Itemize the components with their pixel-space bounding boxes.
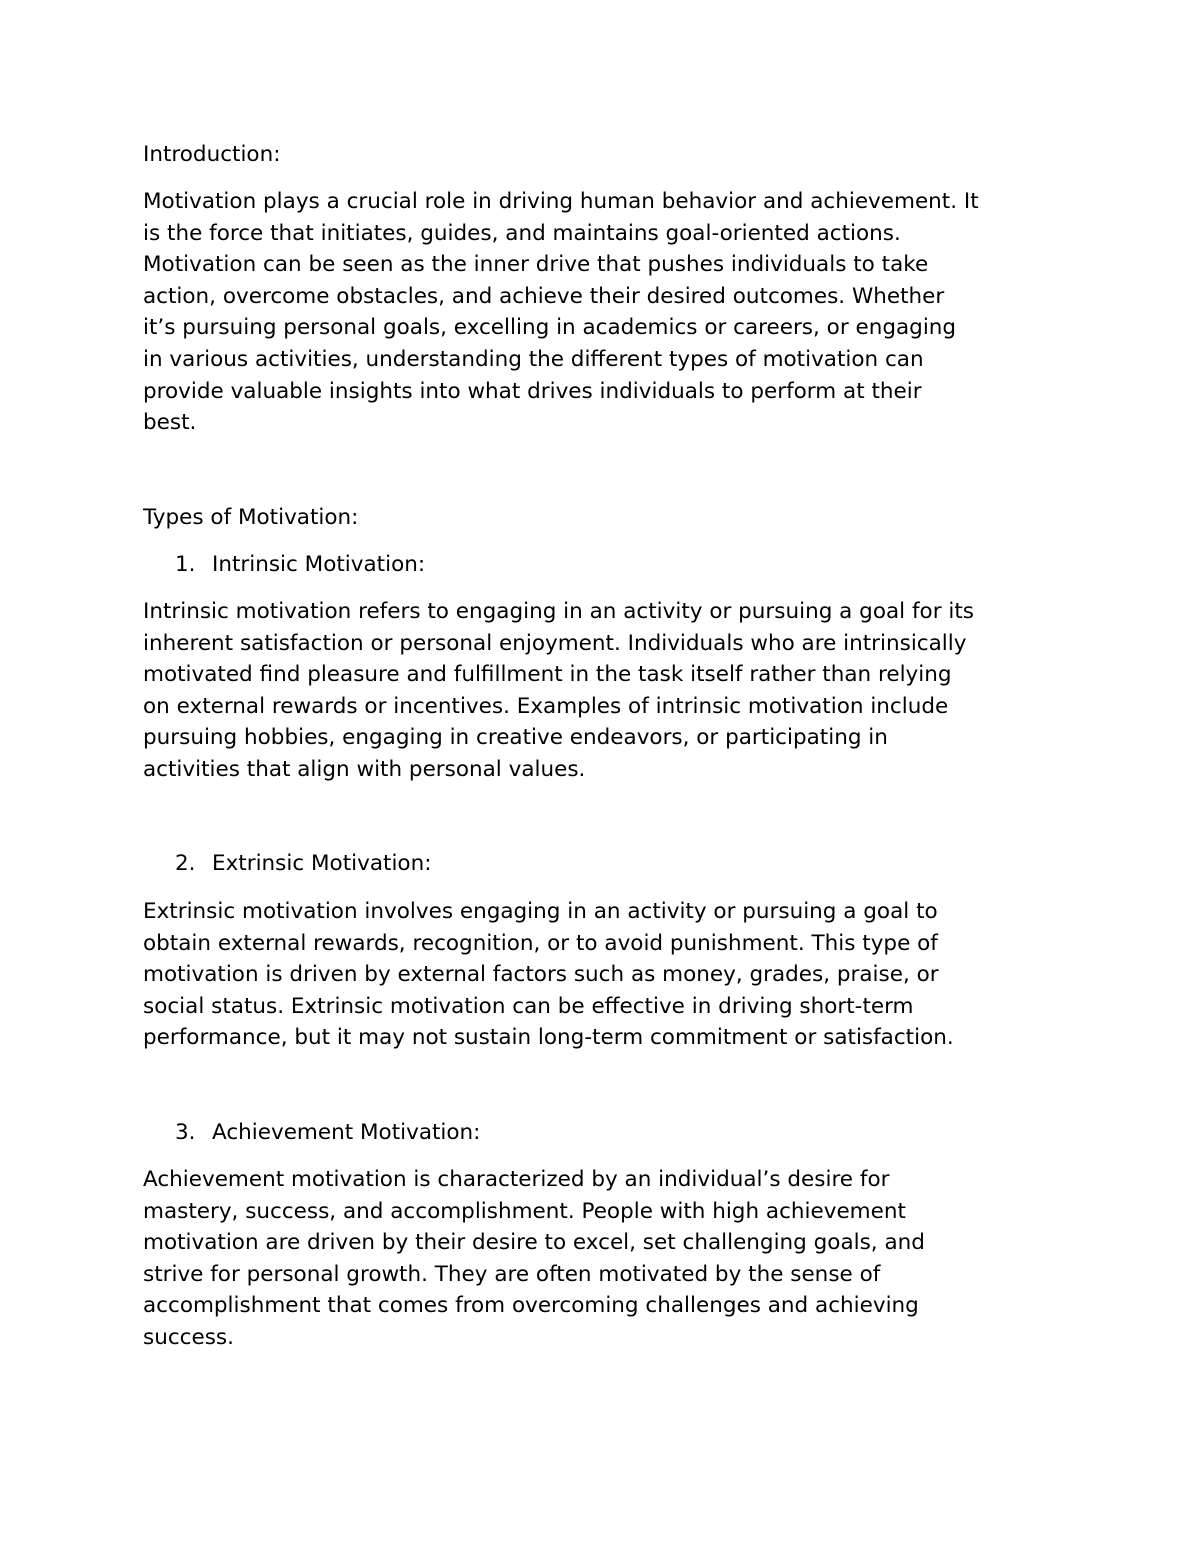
extrinsic-paragraph bbox=[143, 896, 1083, 1054]
section-title: Achievement Motivation: bbox=[212, 1120, 481, 1145]
paragraph-line: activities that align with personal values. bbox=[143, 756, 586, 782]
paragraph-line: social status. Extrinsic motivation can be effective in driving short-term bbox=[143, 993, 914, 1019]
paragraph-line: pursuing hobbies, engaging in creative endeavors, or participating in bbox=[143, 725, 888, 751]
types-heading: Types of Motivation: bbox=[143, 505, 359, 530]
paragraph-line: Intrinsic motivation refers to engaging in an activity or pursuing a goal for its bbox=[143, 599, 974, 624]
achievement-paragraph bbox=[143, 1164, 1083, 1354]
paragraph-line: success. bbox=[143, 1324, 234, 1350]
list-item-extrinsic-heading bbox=[175, 848, 431, 880]
paragraph-line: it’s pursuing personal goals, excelling in academics or careers, or engaging bbox=[143, 315, 957, 341]
introduction-paragraph bbox=[143, 186, 1083, 439]
paragraph-line: Motivation plays a crucial role in driving human behavior and achievement. It bbox=[143, 189, 979, 214]
list-number: 3. bbox=[175, 1120, 196, 1145]
paragraph-line: action, overcome obstacles, and achieve their desired outcomes. Whether bbox=[143, 283, 945, 309]
paragraph-line: motivation are driven by their desire to excel, set challenging goals, and bbox=[143, 1230, 925, 1256]
paragraph-line: strive for personal growth. They are often motivated by the sense of bbox=[143, 1261, 881, 1287]
paragraph-line: motivated find pleasure and fulfillment in the task itself rather than relying bbox=[143, 662, 952, 688]
section-title: Intrinsic Motivation: bbox=[212, 552, 426, 577]
paragraph-line: obtain external rewards, recognition, or to avoid punishment. This type of bbox=[143, 930, 938, 956]
paragraph-line: provide valuable insights into what drives individuals to perform at their bbox=[143, 378, 922, 404]
paragraph-line: performance, but it may not sustain long-term commitment or satisfaction. bbox=[143, 1025, 954, 1051]
intrinsic-paragraph bbox=[143, 596, 1083, 786]
list-number: 2. bbox=[175, 851, 196, 876]
paragraph-line: on external rewards or incentives. Examples of intrinsic motivation include bbox=[143, 693, 949, 719]
paragraph-line: accomplishment that comes from overcoming challenges and achieving bbox=[143, 1293, 919, 1319]
paragraph-line: Extrinsic motivation involves engaging in an activity or pursuing a goal to bbox=[143, 899, 938, 924]
introduction-heading: Introduction: bbox=[143, 142, 281, 167]
paragraph-line: Achievement motivation is characterized by an individual’s desire for bbox=[143, 1167, 890, 1192]
paragraph-line: inherent satisfaction or personal enjoyment. Individuals who are intrinsically bbox=[143, 630, 967, 656]
paragraph-line: mastery, success, and accomplishment. People with high achievement bbox=[143, 1198, 906, 1224]
paragraph-line: best. bbox=[143, 410, 197, 436]
paragraph-line: motivation is driven by external factors such as money, grades, praise, or bbox=[143, 962, 939, 988]
paragraph-line: Motivation can be seen as the inner drive that pushes individuals to take bbox=[143, 252, 929, 278]
section-title: Extrinsic Motivation: bbox=[212, 851, 432, 876]
list-number: 1. bbox=[175, 552, 196, 577]
list-item-achievement-heading bbox=[175, 1117, 480, 1149]
list-item-intrinsic-heading bbox=[175, 549, 425, 581]
paragraph-line: in various activities, understanding the different types of motivation can bbox=[143, 346, 924, 372]
paragraph-line: is the force that initiates, guides, and maintains goal-oriented actions. bbox=[143, 220, 901, 246]
